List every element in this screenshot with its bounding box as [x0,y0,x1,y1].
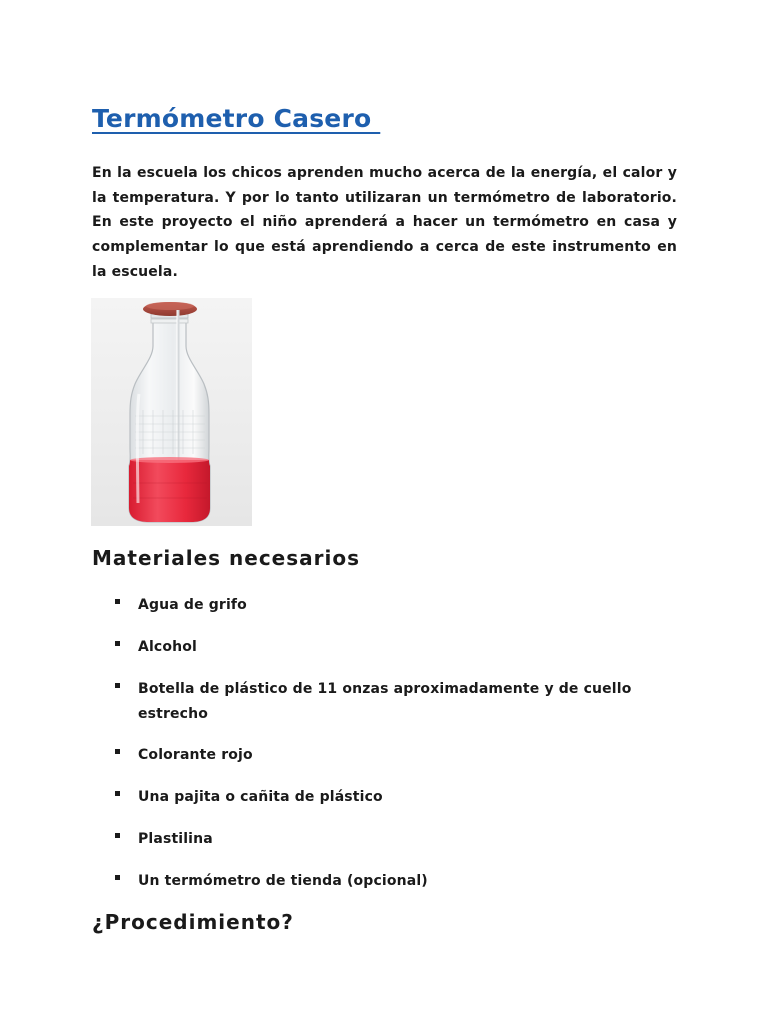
list-item-text: Botella de plástico de 11 onzas aproximadamente y de cuello estrecho [138,681,632,722]
list-item [115,635,655,660]
bullet-icon [115,641,120,646]
bullet-icon [115,683,120,688]
bottle-illustration [91,298,252,526]
list-item-text: Un termómetro de tienda (opcional) [138,873,428,889]
bullet-icon [115,875,120,880]
list-item-text: Alcohol [138,639,197,655]
list-item [115,593,655,618]
materials-heading: Materiales necesarios [92,546,361,570]
list-item [115,785,655,810]
intro-paragraph: En la escuela los chicos aprenden mucho acerca de la energía, el calor y la temperatura. Y por lo tanto utilizaran un termómetro de laboratorio. En este proyecto el niño aprenderá a hacer un termómetro en casa y complementar lo que está aprendiendo a cerca de este instrumento en la escuela. [92,165,677,280]
list-item [115,677,655,727]
document-title: Termómetro Casero [92,104,381,133]
list-item-text: Plastilina [138,831,213,847]
list-item [115,743,655,768]
bottle-photo [91,298,252,526]
list-item [115,827,655,852]
list-item [115,869,655,894]
bullet-icon [115,791,120,796]
bullet-icon [115,749,120,754]
list-item-text: Agua de grifo [138,597,247,613]
bullet-icon [115,599,120,604]
list-item-text: Una pajita o cañita de plástico [138,789,383,805]
procedure-heading: ¿Procedimiento? [92,910,294,934]
bullet-icon [115,833,120,838]
list-item-text: Colorante rojo [138,747,253,763]
